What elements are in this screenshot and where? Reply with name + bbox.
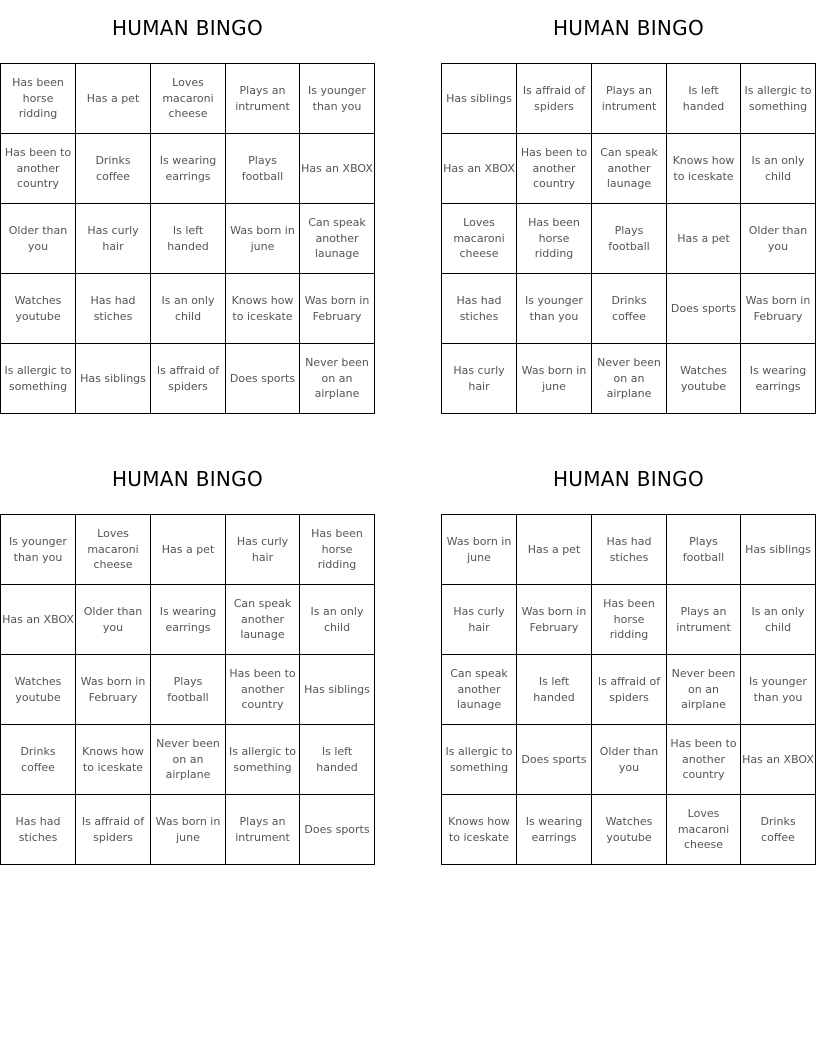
bingo-grid: [0, 63, 375, 414]
bingo-cell: Was born in February: [300, 274, 375, 344]
bingo-cell: Plays football: [226, 134, 300, 204]
bingo-cell: Has had stiches: [442, 274, 517, 344]
bingo-cell: Older than you: [76, 585, 151, 655]
bingo-grid: [0, 514, 375, 865]
bingo-cell: Older than you: [1, 204, 76, 274]
bingo-cell: Drinks coffee: [741, 795, 816, 865]
bingo-cell: Never been on an airplane: [151, 725, 226, 795]
bingo-cell: Has a pet: [517, 515, 592, 585]
bingo-cell: Plays an intrument: [667, 585, 741, 655]
card-title: HUMAN BINGO: [111, 16, 264, 40]
bingo-cell: Drinks coffee: [1, 725, 76, 795]
bingo-cell: Never been on an airplane: [300, 344, 375, 414]
bingo-cell: Older than you: [592, 725, 667, 795]
bingo-cell: Has had stiches: [76, 274, 151, 344]
bingo-cell: Is an only child: [741, 585, 816, 655]
bingo-cell: Does sports: [226, 344, 300, 414]
bingo-cell: Watches youtube: [667, 344, 741, 414]
bingo-cell: Is wearing earrings: [741, 344, 816, 414]
bingo-cell: Has siblings: [442, 64, 517, 134]
bingo-cell: Is an only child: [741, 134, 816, 204]
bingo-cell: Has an XBOX: [1, 585, 76, 655]
bingo-cell: Has been horse ridding: [592, 585, 667, 655]
bingo-cell: Does sports: [300, 795, 375, 865]
card-title: HUMAN BINGO: [552, 16, 705, 40]
bingo-cell: Is younger than you: [300, 64, 375, 134]
bingo-cell: Has siblings: [300, 655, 375, 725]
bingo-cell: Is an only child: [151, 274, 226, 344]
bingo-cell: Is younger than you: [741, 655, 816, 725]
bingo-cell: Can speak another launage: [226, 585, 300, 655]
bingo-cell: Is wearing earrings: [151, 585, 226, 655]
bingo-cell: Was born in june: [517, 344, 592, 414]
bingo-cell: Has had stiches: [592, 515, 667, 585]
bingo-cell: Can speak another launage: [300, 204, 375, 274]
bingo-cell: Has an XBOX: [300, 134, 375, 204]
bingo-cell: Drinks coffee: [592, 274, 667, 344]
bingo-cell: Does sports: [667, 274, 741, 344]
bingo-cell: Has had stiches: [1, 795, 76, 865]
bingo-cell: Watches youtube: [592, 795, 667, 865]
bingo-cell: Loves macaroni cheese: [667, 795, 741, 865]
bingo-cell: Is wearing earrings: [517, 795, 592, 865]
bingo-cell: Is an only child: [300, 585, 375, 655]
bingo-cell: Has siblings: [741, 515, 816, 585]
bingo-cell: Knows how to iceskate: [442, 795, 517, 865]
bingo-grid: [441, 63, 816, 414]
bingo-cell: Watches youtube: [1, 655, 76, 725]
bingo-cell: Is left handed: [151, 204, 226, 274]
bingo-cell: Is affraid of spiders: [592, 655, 667, 725]
bingo-cell: Older than you: [741, 204, 816, 274]
bingo-cell: Knows how to iceskate: [76, 725, 151, 795]
bingo-cell: Was born in june: [442, 515, 517, 585]
bingo-cell: Is affraid of spiders: [76, 795, 151, 865]
card-title: HUMAN BINGO: [111, 467, 264, 491]
bingo-cell: Is allergic to something: [741, 64, 816, 134]
bingo-cell: Plays an intrument: [226, 64, 300, 134]
bingo-cell: Loves macaroni cheese: [151, 64, 226, 134]
bingo-cell: Was born in june: [151, 795, 226, 865]
bingo-cell: Has curly hair: [442, 585, 517, 655]
bingo-cell: Plays football: [151, 655, 226, 725]
bingo-cell: Never been on an airplane: [592, 344, 667, 414]
bingo-cell: Loves macaroni cheese: [76, 515, 151, 585]
bingo-cell: Has an XBOX: [442, 134, 517, 204]
bingo-cell: Is allergic to something: [226, 725, 300, 795]
bingo-cell: Knows how to iceskate: [667, 134, 741, 204]
bingo-cell: Has a pet: [76, 64, 151, 134]
bingo-cell: Plays football: [592, 204, 667, 274]
bingo-cell: Is wearing earrings: [151, 134, 226, 204]
bingo-cell: Has been horse ridding: [1, 64, 76, 134]
bingo-cell: Was born in june: [226, 204, 300, 274]
bingo-cell: Is left handed: [300, 725, 375, 795]
bingo-cell: Watches youtube: [1, 274, 76, 344]
bingo-cell: Has been to another country: [1, 134, 76, 204]
bingo-cell: Is younger than you: [1, 515, 76, 585]
bingo-cell: Has been to another country: [517, 134, 592, 204]
bingo-cell: Has curly hair: [442, 344, 517, 414]
bingo-cell: Is left handed: [667, 64, 741, 134]
bingo-cell: Has an XBOX: [741, 725, 816, 795]
bingo-cell: Has curly hair: [76, 204, 151, 274]
bingo-cell: Loves macaroni cheese: [442, 204, 517, 274]
bingo-cell: Was born in February: [741, 274, 816, 344]
bingo-cell: Does sports: [517, 725, 592, 795]
bingo-cell: Has been horse ridding: [517, 204, 592, 274]
bingo-cell: Is allergic to something: [1, 344, 76, 414]
bingo-cell: Can speak another launage: [442, 655, 517, 725]
bingo-cell: Has been to another country: [226, 655, 300, 725]
bingo-cell: Was born in February: [76, 655, 151, 725]
bingo-cell: Is left handed: [517, 655, 592, 725]
bingo-cell: Was born in February: [517, 585, 592, 655]
bingo-cell: Has been horse ridding: [300, 515, 375, 585]
bingo-cell: Plays an intrument: [226, 795, 300, 865]
bingo-cell: Plays an intrument: [592, 64, 667, 134]
bingo-cell: Plays football: [667, 515, 741, 585]
bingo-cell: Never been on an airplane: [667, 655, 741, 725]
bingo-cell: Is affraid of spiders: [517, 64, 592, 134]
bingo-cell: Is allergic to something: [442, 725, 517, 795]
bingo-grid: [441, 514, 816, 865]
bingo-cell: Drinks coffee: [76, 134, 151, 204]
bingo-cell: Has siblings: [76, 344, 151, 414]
bingo-cell: Has curly hair: [226, 515, 300, 585]
bingo-cell: Is affraid of spiders: [151, 344, 226, 414]
bingo-cell: Has been to another country: [667, 725, 741, 795]
bingo-cell: Has a pet: [667, 204, 741, 274]
bingo-cell: Is younger than you: [517, 274, 592, 344]
bingo-cell: Has a pet: [151, 515, 226, 585]
card-title: HUMAN BINGO: [552, 467, 705, 491]
bingo-cell: Knows how to iceskate: [226, 274, 300, 344]
bingo-cell: Can speak another launage: [592, 134, 667, 204]
